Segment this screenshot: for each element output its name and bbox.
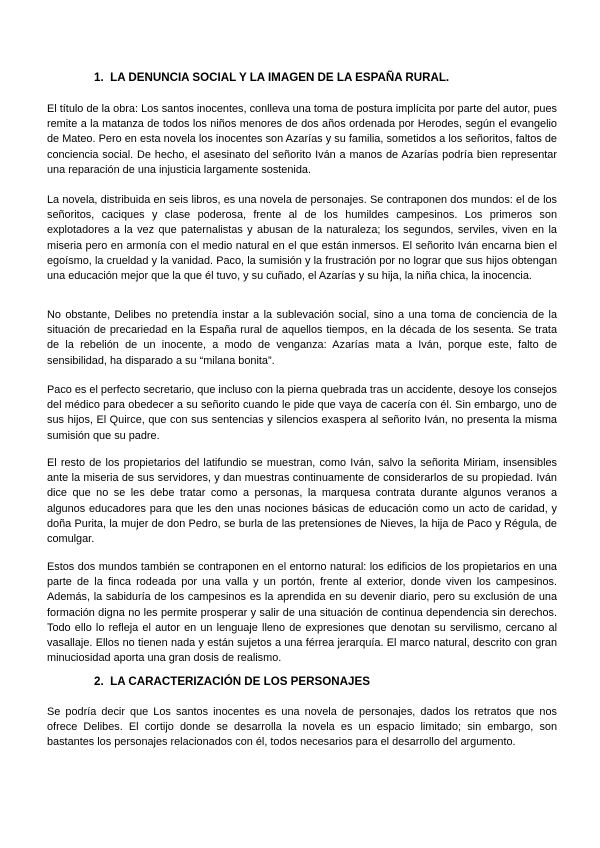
section-1-paragraph-5: El resto de los propietarios del latifundio se muestran, como Iván, salvo la señorita Miriam, insensibles ante la miseria de sus servidores, y dan muestras continuamente de considerarlos de su propiedad. Iván dice que no se les debe tratar como a personas, la marquesa contrata durante algunos veranos a algunos educadores para que les den unas nociones básicas de educación como un acto de caridad, y doña Purita, la mujer de don Pedro, se burla de las pretensiones de Nieves, la hija de Paco y Régula, de comulgar. xyxy=(47,457,557,546)
section-1-paragraph-2: La novela, distribuida en seis libros, es una novela de personajes. Se contraponen dos mundos: el de los señoritos, caciques y clase poderosa, frente al de los humildes campesinos. Los primeros son explotadores a la vez que paternalistas y abusan de la naturaleza; los segundos, serviles, viven en la miseria pero en armonía con el medio natural en el que están inmersos. El señorito Iván encarna bien el egoísmo, la crueldad y la vanidad. Paco, la sumisión y la frustración por no lograr que sus hijos obtengan una educación mejor que la que él tuvo, y su cuñado, el Azarías y su hija, la niña chica, la inocencia. xyxy=(47,194,557,283)
section-2-number: 2. xyxy=(94,675,104,688)
section-1-paragraph-1: El título de la obra: Los santos inocentes, conlleva una toma de postura implícita por parte del autor, pues remite a la matanza de todos los niños menores de dos años ordenada por Herodes, según el evangelio de Mateo. Pero en esta novela los inocentes son Azarías y su familia, sometidos a los señoritos, faltos de conciencia social. De hecho, el asesinato del señorito Iván a manos de Azarías podría bien representar una reparación de una injusticia largamente sostenida. xyxy=(47,103,557,176)
section-1-heading xyxy=(94,70,449,85)
section-1-title: LA DENUNCIA SOCIAL Y LA IMAGEN DE LA ESPAÑA RURAL. xyxy=(110,71,450,84)
section-1-number: 1. xyxy=(94,71,104,84)
section-2-heading xyxy=(94,674,370,689)
section-2-paragraph-1: Se podría decir que Los santos inocentes es una novela de personajes, dados los retratos que nos ofrece Delibes. El cortijo donde se desarrolla la novela es un espacio limitado; sin embargo, son bastantes los personajes relacionados con él, todos necesarios para el desarrollo del argumento. xyxy=(47,706,557,749)
section-1-paragraph-3: No obstante, Delibes no pretendía instar a la sublevación social, sino a una toma de conciencia de la situación de precariedad en la España rural de aquellos tiempos, en la década de los sesenta. Se trata de la rebelión de un inocente, a modo de venganza: Azarías mata a Iván, porque este, falto de sensibilidad, ha disparado a su “milana bonita”. xyxy=(47,309,557,367)
section-1-paragraph-6: Estos dos mundos también se contraponen en el entorno natural: los edificios de los propietarios en una parte de la finca rodeada por una valla y un portón, frente al exterior, donde viven los campesinos. Además, la sabiduría de los campesinos es la aprendida en su devenir diario, pero su exclusión de una formación digna no les permite prosperar y salir de una situación de continua dependencia sin derechos. Todo ello lo refleja el autor en un lenguaje lleno de expresiones que denotan su servilismo, cercano al vasallaje. Ellos no tienen nada y están sujetos a una férrea jerarquía. El marco natural, descrito con gran minuciosidad aporta una gran dosis de realismo. xyxy=(47,561,557,665)
section-1-paragraph-4: Paco es el perfecto secretario, que incluso con la pierna quebrada tras un accidente, desoye los consejos del médico para obedecer a su señorito cuando le pide que vaya de cacería con él. Sin embargo, uno de sus hijos, El Quirce, que con sus sentencias y silencios exaspera al señorito Iván, no presenta la misma sumisión que su padre. xyxy=(47,384,557,442)
section-2-title: LA CARACTERIZACIÓN DE LOS PERSONAJES xyxy=(110,675,370,688)
